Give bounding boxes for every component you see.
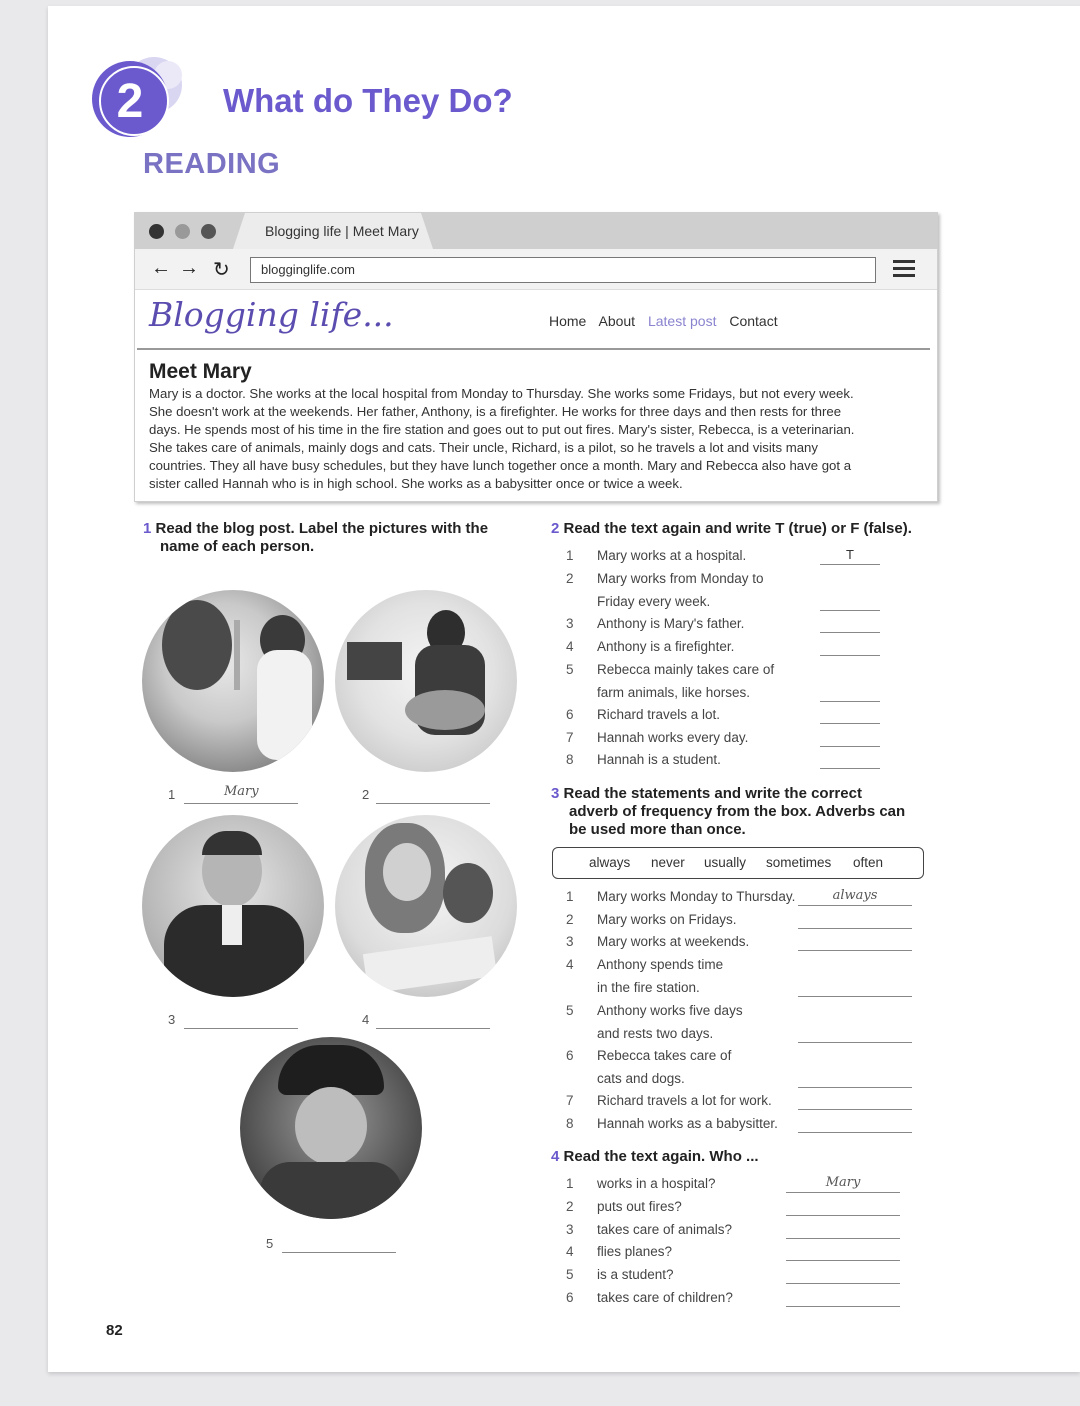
ex4-answer-line[interactable]: [786, 1260, 900, 1261]
ex2-item-text: Richard travels a lot.: [597, 707, 721, 722]
ex2-answer-line[interactable]: [820, 564, 880, 565]
ex4-item-number: 1: [566, 1176, 574, 1191]
ex3-item-number: 3: [566, 934, 574, 949]
ex3-item-text: Mary works Monday to Thursday.: [597, 889, 796, 904]
ex2-answer-line[interactable]: [820, 723, 880, 724]
forward-arrow-icon[interactable]: →: [179, 257, 199, 279]
ex4-item-text: is a student?: [597, 1267, 674, 1282]
page-number: 82: [106, 1322, 123, 1339]
back-arrow-icon[interactable]: ←: [151, 257, 171, 279]
ex4-instruction: [551, 1148, 931, 1166]
ex1-text: Read the blog post. Label the pictures with the: [155, 520, 489, 537]
ex3-item-text: Anthony spends time: [597, 957, 724, 972]
section-title: READING: [143, 148, 281, 180]
blog-nav: [549, 313, 787, 329]
label-slot-4[interactable]: [362, 1012, 369, 1027]
label-number: 4: [362, 1012, 370, 1027]
ex2-answer-line[interactable]: [820, 701, 880, 702]
ex2-answer-line[interactable]: [820, 610, 880, 611]
post-line: sister called Hannah who is in high school. She works as a babysitter once or twice a week.: [149, 476, 683, 491]
label-line: [376, 1028, 490, 1029]
ex1-number: 1: [143, 520, 152, 537]
post-line: days. He spends most of his time in the fire station and goes out to put out fires. Mary's sister, Rebecca, is a veterinarian.: [149, 422, 855, 437]
ex3-instruction: [551, 785, 931, 839]
word-often: often: [853, 855, 884, 870]
ex2-item-text: Anthony is Mary's father.: [597, 616, 745, 631]
ex2-item-number: 1: [566, 548, 574, 563]
post-body: [149, 385, 919, 493]
unit-number: 2: [116, 75, 144, 128]
url-text: blogginglife.com: [261, 262, 355, 277]
address-bar-row: [135, 249, 937, 290]
ex4-answer-line[interactable]: [786, 1306, 900, 1307]
ex2-item-text-2: farm animals, like horses.: [597, 685, 751, 700]
label-number: 3: [168, 1012, 176, 1027]
ex3-item-text: Mary works at weekends.: [597, 934, 750, 949]
nav-latest-post-link[interactable]: Latest post: [647, 313, 717, 329]
ex4-item-text: takes care of children?: [597, 1290, 733, 1305]
photo-doctor-child: [142, 590, 324, 772]
ex3-item-number: 7: [566, 1093, 574, 1108]
ex2-answer-line[interactable]: [820, 655, 880, 656]
ex3-number: 3: [551, 785, 560, 802]
ex3-answer-line[interactable]: [798, 996, 912, 997]
ex4-number: 4: [551, 1148, 560, 1165]
adverb-word-box: [552, 847, 924, 879]
ex4-item-text: puts out fires?: [597, 1199, 682, 1214]
label-line: [184, 803, 298, 804]
reload-icon[interactable]: ↻: [213, 259, 230, 281]
ex2-item-text-2: Friday every week.: [597, 594, 711, 609]
blog-logo: Blogging life...: [149, 295, 394, 334]
post-line: Mary is a doctor. She works at the local hospital from Monday to Thursday. She works some Fridays, but not every week.: [149, 386, 854, 401]
ex3-item-number: 8: [566, 1116, 574, 1131]
ex3-text-3: be used more than once.: [569, 821, 746, 838]
word-never: never: [651, 855, 685, 870]
ex2-answer-line[interactable]: [820, 746, 880, 747]
ex4-item-number: 4: [566, 1244, 574, 1259]
ex3-answer-line[interactable]: [798, 928, 912, 929]
post-line: She doesn't work at the weekends. Her father, Anthony, is a firefighter. He works for three days and then rests for three: [149, 404, 842, 419]
ex3-item-text-2: and rests two days.: [597, 1026, 714, 1041]
post-line: She takes care of animals, mainly dogs and cats. Their uncle, Richard, is a pilot, so he travels a lot and visits many: [149, 440, 818, 455]
header-divider: [137, 348, 930, 350]
ex2-answer-line[interactable]: [820, 632, 880, 633]
ex2-answer-line[interactable]: [820, 768, 880, 769]
ex2-item-text: Hannah is a student.: [597, 752, 721, 767]
tab-title: Blogging life | Meet Mary: [265, 223, 419, 239]
ex4-answer-line[interactable]: [786, 1238, 900, 1239]
ex1-instruction: [143, 520, 523, 556]
post-line: countries. They all have busy schedules, but they have lunch together once a month. Mary and Rebecca also have got a: [149, 458, 852, 473]
ex3-item-number: 2: [566, 912, 574, 927]
ex3-item-text-2: in the fire station.: [597, 980, 700, 995]
window-dot-icon: [175, 224, 190, 239]
ex4-item-text: works in a hospital?: [597, 1176, 716, 1191]
ex3-text: Read the statements and write the correct: [563, 785, 862, 802]
ex3-text-2: adverb of frequency from the box. Adverbs can: [569, 803, 906, 820]
blog-browser-window: [134, 212, 938, 502]
ex3-item-number: 4: [566, 957, 574, 972]
label-number: 5: [266, 1236, 274, 1251]
label-slot-2[interactable]: [362, 787, 369, 802]
ex3-answer-line[interactable]: [798, 950, 912, 951]
word-sometimes: sometimes: [766, 855, 832, 870]
ex2-item-number: 8: [566, 752, 574, 767]
ex4-text: Read the text again. Who ...: [563, 1148, 759, 1165]
window-dot-icon: [149, 224, 164, 239]
window-dot-icon: [201, 224, 216, 239]
ex2-item-text: Anthony is a firefighter.: [597, 639, 735, 654]
ex2-item-number: 3: [566, 616, 574, 631]
photo-vet-dog: [335, 590, 517, 772]
ex2-answer: T: [846, 547, 854, 562]
ex2-item-number: 7: [566, 730, 574, 745]
ex4-answer-line[interactable]: [786, 1192, 900, 1193]
ex3-item-text: Hannah works as a babysitter.: [597, 1116, 778, 1131]
post-title: Meet Mary: [149, 360, 252, 383]
ex2-instruction: [551, 520, 931, 538]
label-line: [184, 1028, 298, 1029]
ex3-answer-line[interactable]: [798, 1109, 912, 1110]
ex3-answer-line[interactable]: [798, 1042, 912, 1043]
word-usually: usually: [704, 855, 747, 870]
ex1-text-2: name of each person.: [160, 538, 315, 555]
ex3-item-number: 6: [566, 1048, 574, 1063]
ex4-answer: Mary: [825, 1175, 861, 1190]
ex3-item-text: Mary works on Fridays.: [597, 912, 737, 927]
unit-number-badge: [82, 55, 194, 140]
ex3-item-text: Anthony works five days: [597, 1003, 743, 1018]
menu-hamburger-icon[interactable]: [893, 260, 915, 281]
label-answer: Mary: [224, 784, 259, 799]
ex4-item-number: 6: [566, 1290, 574, 1305]
ex4-item-text: takes care of animals?: [597, 1222, 733, 1237]
ex3-item-text: Rebecca takes care of: [597, 1048, 732, 1063]
ex3-item-number: 5: [566, 1003, 574, 1018]
tab-bar: [135, 213, 937, 249]
ex4-item-number: 3: [566, 1222, 574, 1237]
ex3-answer-line[interactable]: [798, 1132, 912, 1133]
ex2-item-number: 4: [566, 639, 574, 654]
ex2-item-text: Rebecca mainly takes care of: [597, 662, 775, 677]
nav-home-link[interactable]: Home: [549, 313, 587, 329]
ex4-item-number: 2: [566, 1199, 574, 1214]
nav-about-link[interactable]: About: [598, 313, 636, 329]
nav-contact-link[interactable]: Contact: [729, 313, 778, 329]
ex3-answer-line[interactable]: [798, 905, 912, 906]
label-line: [376, 803, 490, 804]
unit-title: What do They Do?: [223, 82, 513, 119]
ex2-item-number: 6: [566, 707, 574, 722]
label-number: 1: [168, 787, 176, 802]
ex4-item-number: 5: [566, 1267, 574, 1282]
ex3-answer: always: [832, 888, 878, 903]
ex3-item-number: 1: [566, 889, 574, 904]
photo-firefighter: [240, 1037, 422, 1219]
ex2-number: 2: [551, 520, 560, 537]
url-input[interactable]: [250, 257, 876, 283]
ex2-item-text: Hannah works every day.: [597, 730, 749, 745]
ex3-answer-line[interactable]: [798, 1087, 912, 1088]
ex2-item-text: Mary works from Monday to: [597, 571, 764, 586]
label-number: 2: [362, 787, 370, 802]
ex3-item-text: Richard travels a lot for work.: [597, 1093, 772, 1108]
label-slot-3[interactable]: [168, 1012, 175, 1027]
ex2-item-number: 5: [566, 662, 574, 677]
ex4-answer-line[interactable]: [786, 1215, 900, 1216]
photo-pilot: [142, 815, 324, 997]
ex4-item-text: flies planes?: [597, 1244, 673, 1259]
ex4-answer-line[interactable]: [786, 1283, 900, 1284]
ex2-item-text: Mary works at a hospital.: [597, 548, 747, 563]
word-always: always: [589, 855, 631, 870]
label-line: [282, 1252, 396, 1253]
ex2-item-number: 2: [566, 571, 574, 586]
ex2-text: Read the text again and write T (true) or F (false).: [563, 520, 912, 537]
label-slot-5[interactable]: [266, 1236, 273, 1251]
label-slot-1[interactable]: [168, 784, 259, 802]
ex3-item-text-2: cats and dogs.: [597, 1071, 685, 1086]
photo-babysitter: [335, 815, 517, 997]
